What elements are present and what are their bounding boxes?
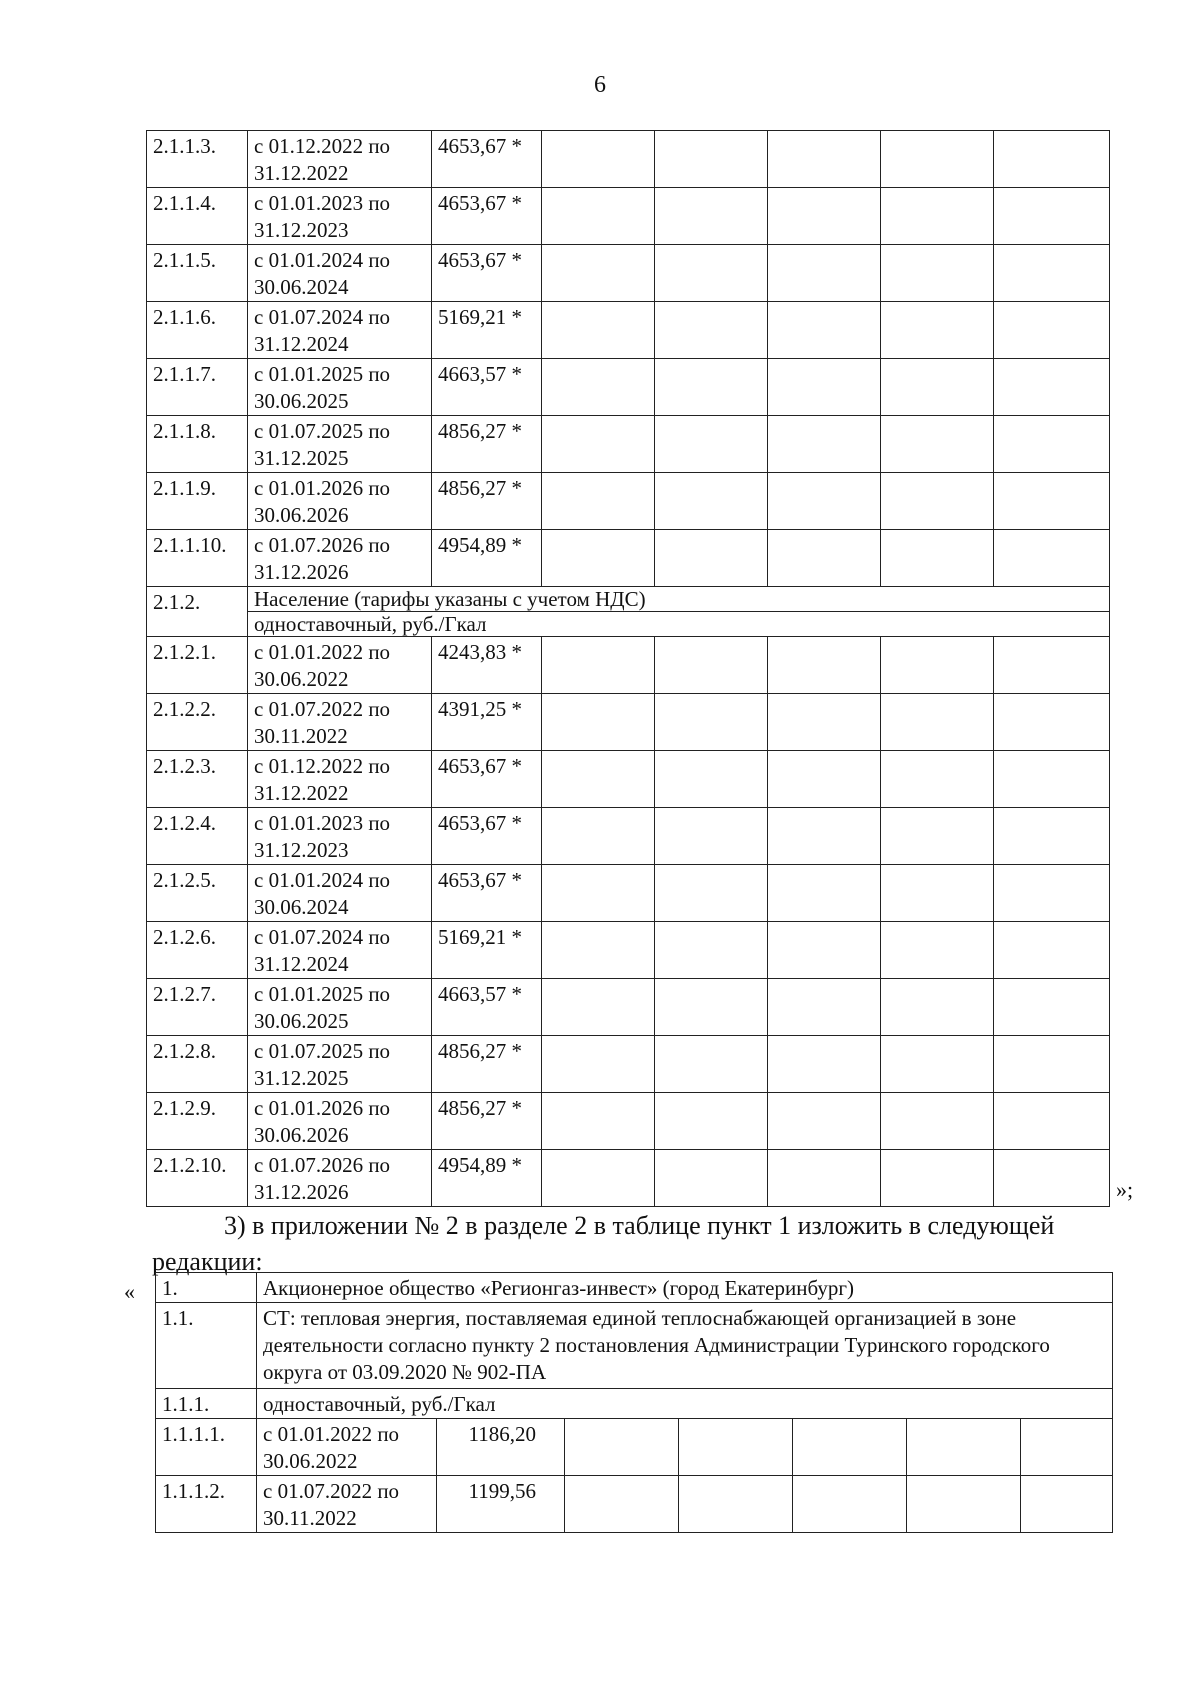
period-end: 31.12.2024 <box>254 332 349 356</box>
rate-type-row <box>156 1389 1113 1419</box>
empty-cell <box>542 694 655 751</box>
row-code: 2.1.1.6. <box>147 302 248 359</box>
amendment-paragraph <box>152 1208 1127 1280</box>
empty-cell <box>768 188 881 245</box>
empty-cell <box>881 131 994 188</box>
paragraph-line-2: редакции: <box>152 1247 263 1276</box>
empty-cell <box>881 979 994 1036</box>
period-start: с 01.01.2024 по <box>254 248 391 272</box>
empty-cell <box>542 1036 655 1093</box>
empty-cell <box>655 751 768 808</box>
empty-cell <box>994 1093 1110 1150</box>
row-period <box>248 359 432 416</box>
empty-cell <box>565 1476 679 1533</box>
empty-cell <box>655 808 768 865</box>
row-code: 2.1.1.5. <box>147 245 248 302</box>
empty-cell <box>768 808 881 865</box>
table-row <box>147 245 1110 302</box>
empty-cell <box>768 473 881 530</box>
empty-cell <box>881 922 994 979</box>
row-code: 2.1.1.8. <box>147 416 248 473</box>
row-value: 4653,67 * <box>432 131 542 188</box>
row-code: 2.1.2.1. <box>147 637 248 694</box>
period-end: 31.12.2022 <box>254 161 349 185</box>
empty-cell <box>881 188 994 245</box>
table-row <box>156 1419 1113 1476</box>
empty-cell <box>768 694 881 751</box>
empty-cell <box>655 131 768 188</box>
empty-cell <box>655 979 768 1036</box>
org-row <box>156 1273 1113 1303</box>
st-text: СТ: тепловая энергия, поставляемая единой теплоснабжающей организацией в зоне деятельности согласно пункту 2 постановления Администрации Туринского городского округа от 03.09.2020 № 902-ПА <box>257 1303 1113 1389</box>
period-start: с 01.12.2022 по <box>254 134 391 158</box>
empty-cell <box>768 416 881 473</box>
empty-cell <box>542 302 655 359</box>
row-code: 1.1.1.2. <box>156 1476 257 1533</box>
row-period <box>248 416 432 473</box>
empty-cell <box>907 1476 1021 1533</box>
empty-cell <box>768 131 881 188</box>
period-start: с 01.01.2025 по <box>254 362 391 386</box>
empty-cell <box>881 865 994 922</box>
empty-cell <box>542 416 655 473</box>
empty-cell <box>994 188 1110 245</box>
empty-cell <box>881 302 994 359</box>
empty-cell <box>655 302 768 359</box>
period-start: с 01.07.2022 по <box>254 697 391 721</box>
empty-cell <box>679 1419 793 1476</box>
table-row <box>147 359 1110 416</box>
amended-tariff-table <box>155 1272 1113 1533</box>
row-value: 4653,67 * <box>432 245 542 302</box>
row-value: 4663,57 * <box>432 979 542 1036</box>
period-end: 31.12.2025 <box>254 1066 349 1090</box>
row-value: 4856,27 * <box>432 1093 542 1150</box>
empty-cell <box>655 245 768 302</box>
empty-cell <box>542 808 655 865</box>
row-value: 4653,67 * <box>432 188 542 245</box>
empty-cell <box>881 751 994 808</box>
empty-cell <box>994 473 1110 530</box>
row-code: 2.1.2.4. <box>147 808 248 865</box>
org-name: Акционерное общество «Регионгаз-инвест» (город Екатеринбург) <box>257 1273 1113 1303</box>
table-row <box>147 751 1110 808</box>
period-end: 31.12.2024 <box>254 952 349 976</box>
table-row <box>147 808 1110 865</box>
empty-cell <box>655 473 768 530</box>
row-value: 4856,27 * <box>432 416 542 473</box>
paragraph-line-1: 3) в приложении № 2 в разделе 2 в таблице пункт 1 изложить в следующей <box>224 1211 1055 1240</box>
period-start: с 01.01.2022 по <box>263 1422 400 1446</box>
empty-cell <box>768 1036 881 1093</box>
period-start: с 01.07.2026 по <box>254 533 391 557</box>
empty-cell <box>768 865 881 922</box>
empty-cell <box>542 751 655 808</box>
row-period <box>248 694 432 751</box>
empty-cell <box>881 1093 994 1150</box>
row-code: 2.1.2.7. <box>147 979 248 1036</box>
row-code: 2.1.2.6. <box>147 922 248 979</box>
section-title: Население (тарифы указаны с учетом НДС) <box>248 587 1110 612</box>
period-start: с 01.01.2023 по <box>254 191 391 215</box>
opening-quote: « <box>124 1279 135 1304</box>
empty-cell <box>994 637 1110 694</box>
row-value: 4663,57 * <box>432 359 542 416</box>
empty-cell <box>655 865 768 922</box>
empty-cell <box>994 751 1110 808</box>
table-row <box>147 637 1110 694</box>
empty-cell <box>542 637 655 694</box>
table-row <box>147 922 1110 979</box>
empty-cell <box>994 979 1110 1036</box>
row-value: 5169,21 * <box>432 922 542 979</box>
empty-cell <box>994 131 1110 188</box>
row-value: 1199,56 <box>437 1476 565 1533</box>
row-period <box>257 1419 437 1476</box>
empty-cell <box>768 751 881 808</box>
period-end: 30.06.2024 <box>254 895 349 919</box>
table-row <box>147 865 1110 922</box>
empty-cell <box>994 865 1110 922</box>
row-code: 2.1.2.8. <box>147 1036 248 1093</box>
row-period <box>248 1036 432 1093</box>
empty-cell <box>655 637 768 694</box>
period-end: 30.06.2025 <box>254 389 349 413</box>
empty-cell <box>881 637 994 694</box>
row-period <box>248 637 432 694</box>
empty-cell <box>542 1150 655 1207</box>
empty-cell <box>768 1093 881 1150</box>
empty-cell <box>655 694 768 751</box>
table-row <box>156 1476 1113 1533</box>
empty-cell <box>994 1036 1110 1093</box>
empty-cell <box>768 245 881 302</box>
empty-cell <box>655 1150 768 1207</box>
section-row <box>147 587 1110 612</box>
empty-cell <box>655 922 768 979</box>
period-start: с 01.07.2026 по <box>254 1153 391 1177</box>
empty-cell <box>1021 1476 1113 1533</box>
empty-cell <box>542 979 655 1036</box>
period-start: с 01.01.2024 по <box>254 868 391 892</box>
empty-cell <box>655 359 768 416</box>
empty-cell <box>768 1150 881 1207</box>
period-start: с 01.01.2022 по <box>254 640 391 664</box>
period-end: 31.12.2026 <box>254 560 349 584</box>
empty-cell <box>994 416 1110 473</box>
page-number: 6 <box>594 72 606 98</box>
row-period <box>248 808 432 865</box>
row-value: 4653,67 * <box>432 865 542 922</box>
row-code: 2.1.1.7. <box>147 359 248 416</box>
empty-cell <box>994 1150 1110 1207</box>
row-period <box>248 1150 432 1207</box>
table-row <box>147 979 1110 1036</box>
row-value: 4391,25 * <box>432 694 542 751</box>
empty-cell <box>768 530 881 587</box>
tariff-table <box>146 130 1110 1207</box>
period-end: 30.06.2026 <box>254 503 349 527</box>
period-end: 31.12.2025 <box>254 446 349 470</box>
period-end: 30.11.2022 <box>263 1506 357 1530</box>
row-period <box>248 245 432 302</box>
table-row <box>147 131 1110 188</box>
period-end: 30.06.2025 <box>254 1009 349 1033</box>
row-code: 2.1.2.5. <box>147 865 248 922</box>
empty-cell <box>655 1036 768 1093</box>
period-start: с 01.01.2026 по <box>254 476 391 500</box>
empty-cell <box>994 808 1110 865</box>
empty-cell <box>542 1093 655 1150</box>
row-period <box>248 1093 432 1150</box>
empty-cell <box>881 473 994 530</box>
empty-cell <box>768 302 881 359</box>
row-code: 2.1.2.2. <box>147 694 248 751</box>
table-row <box>147 1093 1110 1150</box>
org-code: 1. <box>156 1273 257 1303</box>
section-code: 2.1.2. <box>147 587 248 637</box>
table-row <box>147 694 1110 751</box>
period-start: с 01.01.2023 по <box>254 811 391 835</box>
row-period <box>248 865 432 922</box>
empty-cell <box>1021 1419 1113 1476</box>
empty-cell <box>881 1036 994 1093</box>
empty-cell <box>768 979 881 1036</box>
empty-cell <box>793 1419 907 1476</box>
rate-type-code: 1.1.1. <box>156 1389 257 1419</box>
period-end: 31.12.2023 <box>254 838 349 862</box>
empty-cell <box>793 1476 907 1533</box>
empty-cell <box>542 473 655 530</box>
empty-cell <box>994 922 1110 979</box>
row-value: 5169,21 * <box>432 302 542 359</box>
row-period <box>248 922 432 979</box>
period-start: с 01.07.2025 по <box>254 1039 391 1063</box>
empty-cell <box>994 245 1110 302</box>
period-start: с 01.01.2025 по <box>254 982 391 1006</box>
empty-cell <box>994 530 1110 587</box>
period-end: 31.12.2023 <box>254 218 349 242</box>
empty-cell <box>994 359 1110 416</box>
empty-cell <box>679 1476 793 1533</box>
table-row <box>147 302 1110 359</box>
period-end: 30.06.2026 <box>254 1123 349 1147</box>
empty-cell <box>881 530 994 587</box>
row-code: 2.1.1.3. <box>147 131 248 188</box>
empty-cell <box>881 694 994 751</box>
empty-cell <box>907 1419 1021 1476</box>
empty-cell <box>655 188 768 245</box>
empty-cell <box>881 808 994 865</box>
closing-quote: »; <box>1116 1177 1134 1202</box>
row-period <box>248 979 432 1036</box>
period-start: с 01.01.2026 по <box>254 1096 391 1120</box>
table-row <box>147 1036 1110 1093</box>
row-period <box>248 302 432 359</box>
row-code: 2.1.1.4. <box>147 188 248 245</box>
row-value: 4856,27 * <box>432 1036 542 1093</box>
row-period <box>248 530 432 587</box>
empty-cell <box>768 922 881 979</box>
row-code: 2.1.2.10. <box>147 1150 248 1207</box>
row-value: 4653,67 * <box>432 751 542 808</box>
period-start: с 01.07.2025 по <box>254 419 391 443</box>
empty-cell <box>542 131 655 188</box>
row-period <box>257 1476 437 1533</box>
row-code: 2.1.1.10. <box>147 530 248 587</box>
row-period <box>248 188 432 245</box>
section-subtitle-row <box>147 612 1110 637</box>
empty-cell <box>542 922 655 979</box>
empty-cell <box>994 694 1110 751</box>
empty-cell <box>542 865 655 922</box>
period-end: 30.11.2022 <box>254 724 348 748</box>
row-code: 1.1.1.1. <box>156 1419 257 1476</box>
empty-cell <box>655 416 768 473</box>
row-code: 2.1.2.9. <box>147 1093 248 1150</box>
rate-type-text: одноставочный, руб./Гкал <box>257 1389 1113 1419</box>
period-start: с 01.07.2022 по <box>263 1479 400 1503</box>
empty-cell <box>881 1150 994 1207</box>
empty-cell <box>881 359 994 416</box>
empty-cell <box>994 302 1110 359</box>
row-code: 2.1.2.3. <box>147 751 248 808</box>
row-period <box>248 751 432 808</box>
empty-cell <box>881 245 994 302</box>
empty-cell <box>768 359 881 416</box>
period-end: 30.06.2022 <box>263 1449 358 1473</box>
row-value: 4243,83 * <box>432 637 542 694</box>
empty-cell <box>542 530 655 587</box>
period-end: 30.06.2022 <box>254 667 349 691</box>
empty-cell <box>768 637 881 694</box>
period-end: 31.12.2026 <box>254 1180 349 1204</box>
row-period <box>248 131 432 188</box>
table-row <box>147 530 1110 587</box>
empty-cell <box>881 416 994 473</box>
row-period <box>248 473 432 530</box>
st-code: 1.1. <box>156 1303 257 1389</box>
row-code: 2.1.1.9. <box>147 473 248 530</box>
row-value: 4856,27 * <box>432 473 542 530</box>
table-row <box>147 1150 1110 1207</box>
row-value: 4653,67 * <box>432 808 542 865</box>
row-value: 4954,89 * <box>432 1150 542 1207</box>
period-start: с 01.07.2024 по <box>254 925 391 949</box>
empty-cell <box>655 530 768 587</box>
period-end: 31.12.2022 <box>254 781 349 805</box>
table-row <box>147 188 1110 245</box>
row-value: 4954,89 * <box>432 530 542 587</box>
period-start: с 01.07.2024 по <box>254 305 391 329</box>
section-subtitle: одноставочный, руб./Гкал <box>248 612 1110 637</box>
st-row <box>156 1303 1113 1389</box>
period-start: с 01.12.2022 по <box>254 754 391 778</box>
empty-cell <box>542 359 655 416</box>
table-row <box>147 416 1110 473</box>
table-row <box>147 473 1110 530</box>
empty-cell <box>565 1419 679 1476</box>
row-value: 1186,20 <box>437 1419 565 1476</box>
period-end: 30.06.2024 <box>254 275 349 299</box>
empty-cell <box>655 1093 768 1150</box>
empty-cell <box>542 188 655 245</box>
empty-cell <box>542 245 655 302</box>
